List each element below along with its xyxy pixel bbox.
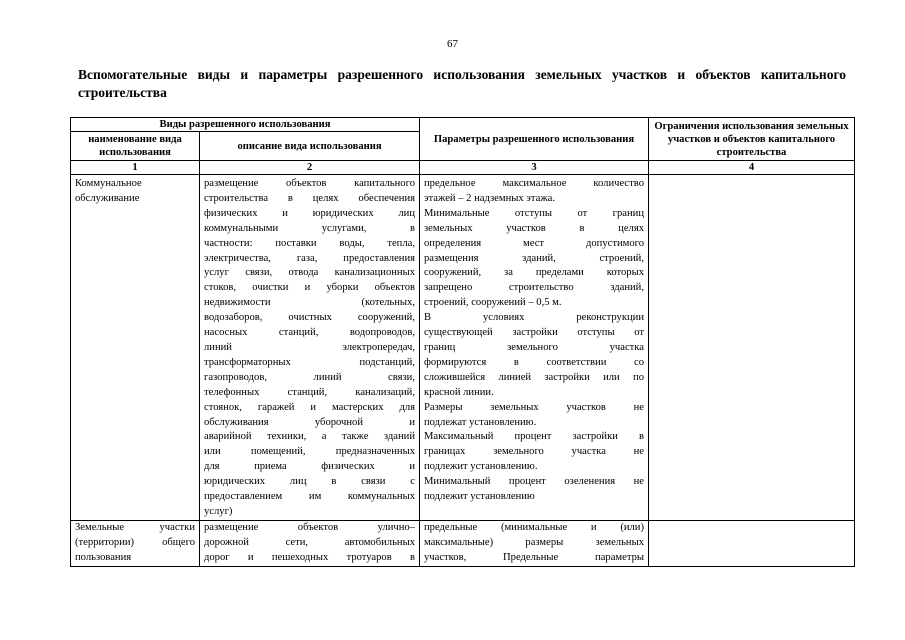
cell-line: Максимальный процент застройки в <box>424 431 644 443</box>
cell-line: предельные (минимальные и (или) <box>424 521 644 533</box>
cell-line: запрещено строительство зданий, <box>424 282 644 294</box>
cell-line: юридических лиц в связи с <box>204 476 415 488</box>
cell-line: участков, Предельные параметры <box>424 551 644 563</box>
column-number-4: 4 <box>649 161 855 175</box>
cell-line: подлежит установлению <box>424 491 535 503</box>
cell-line: Минимальные отступы от границ <box>424 207 644 219</box>
cell-line: строительства в целях обеспечения <box>204 192 415 204</box>
cell-line: частности: поставки воды, тепла, <box>204 237 415 249</box>
column-number-1: 1 <box>71 161 200 175</box>
cell-line: для приема физических и <box>204 461 415 473</box>
cell-line: строений, сооружений – 0,5 м. <box>424 297 562 309</box>
cell-line: стоков, очистки и уборки объектов <box>204 282 415 294</box>
cell-line: размещения зданий, строений, <box>424 252 644 264</box>
cell-line: определения мест допустимого <box>424 237 644 249</box>
cell-line: предельное максимальное количество <box>424 178 644 189</box>
cell-line: сооружений, за пределами которых <box>424 267 644 279</box>
cell-line: услуг) <box>204 505 233 517</box>
header-group-usage-types: Виды разрешенного использования <box>71 118 420 132</box>
header-usage-name: наименование вида использования <box>71 132 200 161</box>
cell-line: предоставлением им коммунальных <box>204 491 415 503</box>
usage-description-cell <box>200 175 420 521</box>
header-parameters: Параметры разрешенного использования <box>420 118 649 161</box>
cell-line: Коммунальное <box>75 178 142 189</box>
cell-line: размещение объектов улично– <box>204 521 415 533</box>
cell-line: В условиях реконструкции <box>424 312 644 324</box>
cell-line: границах земельного участка не <box>424 446 644 458</box>
cell-line: размещение объектов капитального <box>204 178 415 189</box>
cell-line: водозаборов, очистных сооружений, <box>204 312 415 324</box>
limitations-cell <box>649 520 855 566</box>
cell-line: красной линии. <box>424 386 494 398</box>
page-number: 67 <box>447 38 458 50</box>
cell-line: Минимальный процент озеленения не <box>424 476 644 488</box>
cell-line: подлежит установлению. <box>424 461 538 473</box>
usage-name-cell <box>71 520 200 566</box>
cell-line: услуг связи, отвода канализационных <box>204 267 415 279</box>
usage-name-cell <box>71 175 200 521</box>
cell-line: пользования <box>75 551 132 563</box>
cell-line: стоянок, гаражей и мастерских для <box>204 401 415 413</box>
cell-line: этажей – 2 надземных этажа. <box>424 192 555 204</box>
cell-line: или помещений, предназначенных <box>204 446 415 458</box>
limitations-cell <box>649 175 855 521</box>
cell-line: физических и юридических лиц <box>204 207 415 219</box>
cell-line: дорожной сети, автомобильных <box>204 536 415 548</box>
cell-line: коммунальными услугами, в <box>204 222 415 234</box>
cell-line: подлежат установлению. <box>424 416 537 428</box>
cell-line: газопроводов, линий связи, <box>204 371 415 383</box>
parameters-cell <box>420 520 649 566</box>
cell-line: телефонных станций, канализаций, <box>204 386 415 398</box>
cell-line: (территории) общего <box>75 536 195 548</box>
table-row <box>71 520 855 566</box>
cell-line: максимальные) размеры земельных <box>424 536 644 548</box>
header-limitations: Ограничения использования земельных участков и объектов капитального строительства <box>649 118 855 161</box>
document-title: Вспомогательные виды и параметры разрешенного использования земельных участков и объектов капитального строительства <box>78 67 846 100</box>
cell-line: недвижимости (котельных, <box>204 297 415 309</box>
cell-line: обслуживания уборочной и <box>204 416 415 428</box>
table-row <box>71 175 855 521</box>
cell-line: границ земельного участка <box>424 341 644 353</box>
cell-line: аварийной техники, а также зданий <box>204 431 415 443</box>
column-number-2: 2 <box>200 161 420 175</box>
cell-line: земельных участков в целях <box>424 222 644 234</box>
usage-description-cell <box>200 520 420 566</box>
cell-line: существующей застройки отступы от <box>424 327 644 339</box>
parameters-cell <box>420 175 649 521</box>
land-use-table <box>70 117 855 567</box>
cell-line: линий электропередач, <box>204 341 415 353</box>
cell-line: формируются в соответствии со <box>424 356 644 368</box>
cell-line: трансформаторных подстанций, <box>204 356 415 368</box>
header-usage-description: описание вида использования <box>200 132 420 161</box>
cell-line: Земельные участки <box>75 521 195 533</box>
cell-line: насосных станций, водопроводов, <box>204 327 415 339</box>
cell-line: обслуживание <box>75 192 140 204</box>
cell-line: электричества, газа, предоставления <box>204 252 415 264</box>
cell-line: сложившейся линией застройки или по <box>424 371 644 383</box>
cell-line: дорог и пешеходных тротуаров в <box>204 551 415 563</box>
column-number-3: 3 <box>420 161 649 175</box>
cell-line: Размеры земельных участков не <box>424 401 644 413</box>
